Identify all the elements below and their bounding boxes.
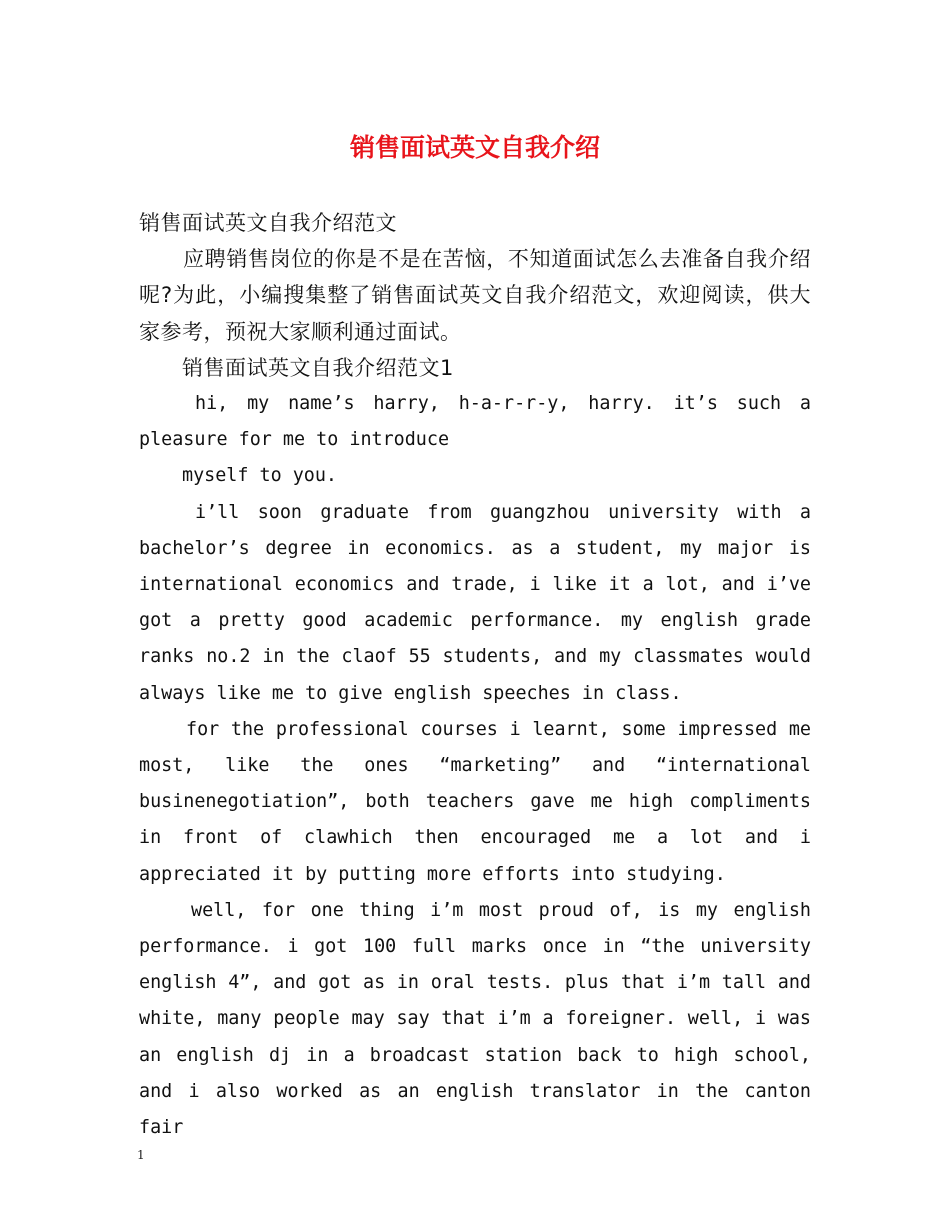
body-paragraph-english: well, for one thing i’m most proud of, is my english performance. i got 100 full marks once in “the university english 4”, and got as in oral tests. plus that i’m tall and white, many people may say that i’m a foreigner. well, i was an english dj in a broadcast station back to high school, and i also worked as an english translator in the canton fair [139,899,811,1139]
document-body [139,205,811,1146]
document-title: 销售面试英文自我介绍 [349,133,600,162]
intro-paragraph: 应聘销售岗位的你是不是在苦恼，不知道面试怎么去准备自我介绍呢?为此，小编搜集整了销售面试英文自我介绍范文，欢迎阅读，供大家参考，预祝大家顺利通过面试。 [139,247,811,344]
body-paragraph-education: i’ll soon graduate from guangzhou university with a bachelor’s degree in economics. as a student, my major is international economics and trade, i like it a lot, and i’ve got a pretty good academic performance. my english grade ranks no.2 in the claof 55 students, and my classmates would always like me to give english speeches in class. [139,501,811,704]
body-paragraph-courses: for the professional courses i learnt, some impressed me most, like the ones “marketing” and “international businenegotiation”, both teachers gave me high compliments in front of clawhich then encouraged me a lot and i appreciated it by putting more efforts into studying. [139,718,811,885]
section-heading: 销售面试英文自我介绍范文 [139,211,397,235]
page-number: 1 [137,1148,145,1162]
body-paragraph-continuation: myself to you. [182,465,338,487]
sample-heading: 销售面试英文自我介绍范文1 [182,355,454,380]
body-paragraph-greeting: hi, my name’s harry, h-a-r-r-y, harry. it’s such a pleasure for me to introduce [139,393,811,451]
